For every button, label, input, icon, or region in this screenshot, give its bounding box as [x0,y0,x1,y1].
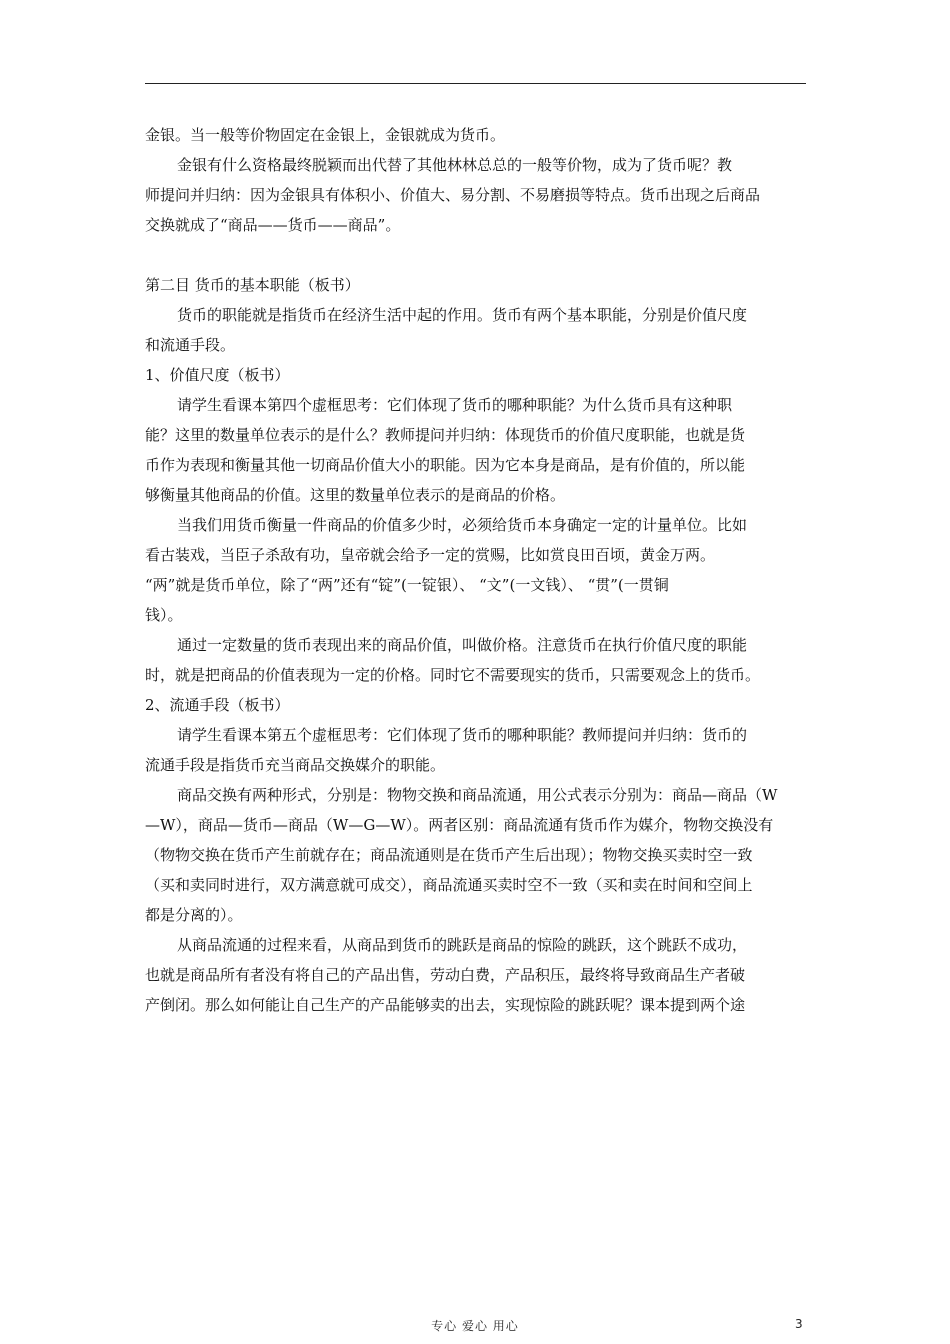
text-line: 货币的职能就是指货币在经济生活中起的作用。货币有两个基本职能，分别是价值尺度 [177,306,748,324]
text-line: （物物交换在货币产生前就存在；商品流通则是在货币产生后出现）；物物交换买卖时空一致 [145,846,753,864]
text-line: “两”就是货币单位，除了“两”还有“锭”(一锭银）、 “文”(一文钱）、 “贯”(一贯铜 [145,576,669,594]
text-line: 请学生看课本第四个虚框思考：它们体现了货币的哪种职能？为什么货币具有这种职 [177,396,733,414]
text-line: 请学生看课本第五个虚框思考：它们体现了货币的哪种职能？教师提问并归纳：货币的 [177,726,748,744]
subsection-heading: 2、流通手段（板书） [145,696,290,714]
page-number: 3 [795,1317,803,1331]
text-line: —W），商品—货币—商品（W—G—W）。两者区别：商品流通有货币作为媒介，物物交换没有 [145,816,774,834]
text-line: 当我们用货币衡量一件商品的价值多少时，必须给货币本身确定一定的计量单位。比如 [177,516,748,534]
text-line: 能？这里的数量单位表示的是什么？教师提问并归纳：体现货币的价值尺度职能，也就是货 [145,426,746,444]
footer-motto: 专心 爱心 用心 [431,1319,519,1333]
text-line: 都是分离的）。 [145,906,243,924]
text-line: 交换就成了“商品——货币——商品”。 [145,216,401,234]
text-line: 够衡量其他商品的价值。这里的数量单位表示的是商品的价格。 [145,486,566,504]
subsection-heading: 1、价值尺度（板书） [145,366,290,384]
page-body [145,120,806,1020]
text-line: 产倒闭。那么如何能让自己生产的产品能够卖的出去，实现惊险的跳跃呢？课本提到两个途 [145,996,746,1014]
text-line: 金银有什么资格最终脱颖而出代替了其他林林总总的一般等价物，成为了货币呢？教 [177,156,733,174]
text-line: 币作为表现和衡量其他一切商品价值大小的职能。因为它本身是商品，是有价值的，所以能 [145,456,746,474]
text-line: 流通手段是指货币充当商品交换媒介的职能。 [145,756,446,774]
text-line: 商品交换有两种形式，分别是：物物交换和商品流通，用公式表示分别为：商品—商品（W [177,786,778,804]
text-line: 钱）。 [145,606,183,624]
header-rule [145,83,806,84]
text-line: 和流通手段。 [145,336,236,354]
text-line: 也就是商品所有者没有将自己的产品出售，劳动白费，产品积压，最终将导致商品生产者破 [145,966,746,984]
section-heading: 第二目 货币的基本职能（板书） [145,276,360,294]
text-line: 金银。当一般等价物固定在金银上，金银就成为货币。 [145,126,506,144]
text-line: 看古装戏，当臣子杀敌有功，皇帝就会给予一定的赏赐，比如赏良田百顷，黄金万两。 [145,546,716,564]
text-line: （买和卖同时进行，双方满意就可成交），商品流通买卖时空不一致（买和卖在时间和空间上 [145,876,753,894]
text-line: 时，就是把商品的价值表现为一定的价格。同时它不需要现实的货币，只需要观念上的货币。 [145,666,761,684]
text-line: 师提问并归纳：因为金银具有体积小、价值大、易分割、不易磨损等特点。货币出现之后商品 [145,186,761,204]
text-line: 从商品流通的过程来看，从商品到货币的跳跃是商品的惊险的跳跃，这个跳跃不成功， [177,936,748,954]
text-line: 通过一定数量的货币表现出来的商品价值，叫做价格。注意货币在执行价值尺度的职能 [177,636,748,654]
